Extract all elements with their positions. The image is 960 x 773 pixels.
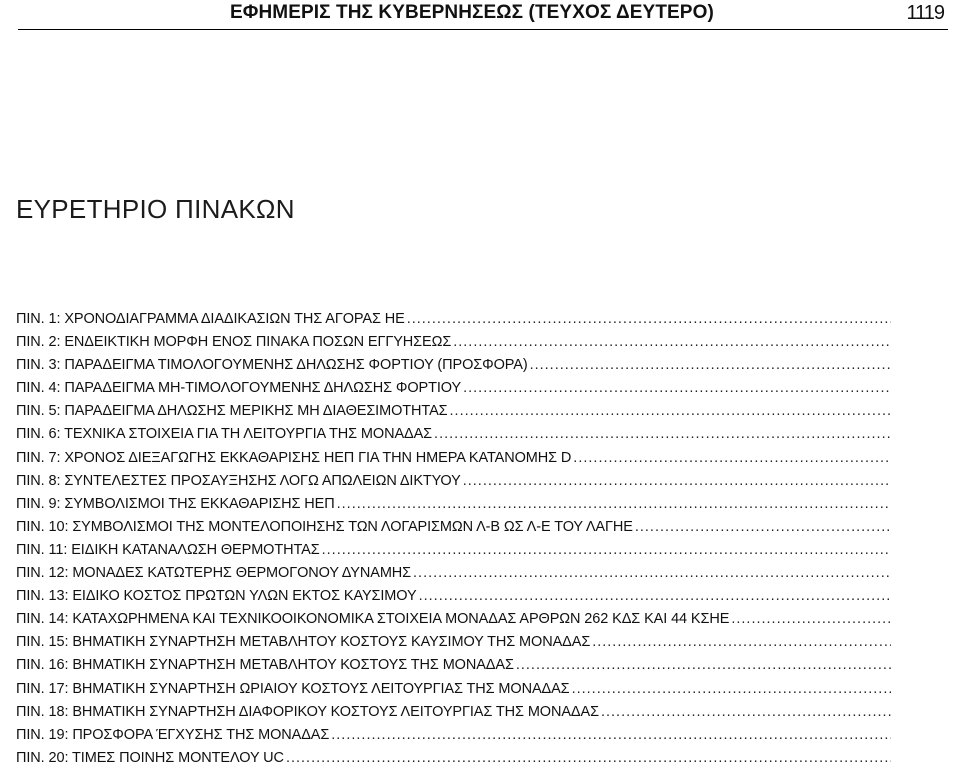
toc-entry[interactable] xyxy=(16,611,891,634)
dot-leader xyxy=(331,727,891,743)
dot-leader xyxy=(450,403,891,419)
toc-entry-label: ΠΙΝ. 1: ΧΡΟΝΟΔΙΑΓΡΑΜΜΑ ΔΙΑΔΙΚΑΣΙΩΝ ΤΗΣ ΑΓΟΡΑΣ ΗΕ xyxy=(16,311,405,327)
toc-entry-label: ΠΙΝ. 2: ΕΝΔΕΙΚΤΙΚΗ ΜΟΡΦΗ ΕΝΟΣ ΠΙΝΑΚΑ ΠΟΣΩΝ ΕΓΓΥΗΣΕΩΣ xyxy=(16,334,452,351)
toc-entry[interactable] xyxy=(16,380,891,403)
dot-leader xyxy=(601,704,891,720)
dot-leader xyxy=(592,634,891,650)
toc-entry-label: ΠΙΝ. 4: ΠΑΡΑΔΕΙΓΜΑ ΜΗ-ΤΙΜΟΛΟΓΟΥΜΕΝΗΣ ΔΗΛΩΣΗΣ ΦΟΡΤΙΟΥ xyxy=(16,380,462,397)
toc-entry-label: ΠΙΝ. 9: ΣΥΜΒΟΛΙΣΜΟΙ ΤΗΣ ΕΚΚΑΘΑΡΙΣΗΣ ΗΕΠ xyxy=(16,495,335,512)
toc-entry[interactable] xyxy=(16,473,891,496)
toc-entry-label: ΠΙΝ. 3: ΠΑΡΑΔΕΙΓΜΑ ΤΙΜΟΛΟΓΟΥΜΕΝΗΣ ΔΗΛΩΣΗΣ ΦΟΡΤΙΟΥ (ΠΡΟΣΦΟΡΑ) xyxy=(16,357,528,374)
toc-entry-label: ΠΙΝ. 12: ΜΟΝΑΔΕΣ ΚΑΤΩΤΕΡΗΣ ΘΕΡΜΟΓΟΝΟΥ ΔΥΝΑΜΗΣ xyxy=(16,565,412,582)
toc-entry-label: ΠΙΝ. 13: ΕΙΔΙΚΟ ΚΟΣΤΟΣ ΠΡΩΤΩΝ ΥΛΩΝ ΕΚΤΟΣ ΚΑΥΣΙΜΟΥ xyxy=(16,588,417,605)
toc-entry-label: ΠΙΝ. 7: ΧΡΟΝΟΣ ΔΙΕΞΑΓΩΓΗΣ ΕΚΚΑΘΑΡΙΣΗΣ ΗΕΠ ΓΙΑ ΤΗΝ ΗΜΕΡΑ ΚΑΤΑΝΟΜΗΣ D xyxy=(16,449,572,466)
toc-entry[interactable] xyxy=(16,588,891,611)
dot-leader xyxy=(573,450,891,466)
toc-entry-label: ΠΙΝ. 14: ΚΑΤΑΧΩΡΗΜΕΝΑ ΚΑΙ ΤΕΧΝΙΚΟΟΙΚΟΝΟΜΙΚΑ ΣΤΟΙΧΕΙΑ ΜΟΝΑΔΑΣ ΑΡΘΡΩΝ 262 ΚΔΣ ΚΑΙ 44 ΚΣΗΕ xyxy=(16,611,730,628)
dot-leader xyxy=(731,611,891,627)
toc-entry[interactable] xyxy=(16,542,891,565)
toc-entry[interactable] xyxy=(16,496,891,519)
dot-leader xyxy=(337,496,891,512)
toc-entry-label: ΠΙΝ. 17: ΒΗΜΑΤΙΚΗ ΣΥΝΑΡΤΗΣΗ ΩΡΙΑΙΟΥ ΚΟΣΤΟΥΣ ΛΕΙΤΟΥΡΓΙΑΣ ΤΗΣ ΜΟΝΑΔΑΣ xyxy=(16,680,570,697)
table-index-list xyxy=(16,311,891,773)
toc-entry-label: ΠΙΝ. 5: ΠΑΡΑΔΕΙΓΜΑ ΔΗΛΩΣΗΣ ΜΕΡΙΚΗΣ ΜΗ ΔΙΑΘΕΣΙΜΟΤΗΤΑΣ xyxy=(16,403,448,420)
toc-entry-label: ΠΙΝ. 15: ΒΗΜΑΤΙΚΗ ΣΥΝΑΡΤΗΣΗ ΜΕΤΑΒΛΗΤΟΥ ΚΟΣΤΟΥΣ ΚΑΥΣΙΜΟΥ ΤΗΣ ΜΟΝΑΔΑΣ xyxy=(16,634,591,651)
dot-leader xyxy=(463,473,891,489)
toc-entry-label: ΠΙΝ. 19: ΠΡΟΣΦΟΡΑ ΈΓΧΥΣΗΣ ΤΗΣ ΜΟΝΑΔΑΣ xyxy=(16,726,330,743)
dot-leader xyxy=(530,357,891,373)
toc-entry[interactable] xyxy=(16,750,891,773)
toc-entry-label: ΠΙΝ. 8: ΣΥΝΤΕΛΕΣΤΕΣ ΠΡΟΣΑΥΞΗΣΗΣ ΛΟΓΩ ΑΠΩΛΕΙΩΝ ΔΙΚΤΥΟΥ xyxy=(16,472,461,489)
dot-leader xyxy=(413,565,891,581)
toc-entry[interactable] xyxy=(16,681,891,704)
header-divider xyxy=(18,29,948,30)
page-header xyxy=(0,0,960,28)
toc-entry[interactable] xyxy=(16,657,891,680)
page-number: 1119 xyxy=(906,2,944,24)
toc-entry[interactable] xyxy=(16,311,891,334)
dot-leader xyxy=(453,334,891,350)
toc-entry[interactable] xyxy=(16,426,891,449)
dot-leader xyxy=(463,380,891,396)
dot-leader xyxy=(635,519,891,535)
toc-entry-label: ΠΙΝ. 20: ΤΙΜΕΣ ΠΟΙΝΗΣ ΜΟΝΤΕΛΟΥ UC xyxy=(16,749,284,766)
toc-entry[interactable] xyxy=(16,403,891,426)
toc-entry-label: ΠΙΝ. 11: ΕΙΔΙΚΗ ΚΑΤΑΝΑΛΩΣΗ ΘΕΡΜΟΤΗΤΑΣ xyxy=(16,541,320,558)
dot-leader xyxy=(572,681,891,697)
toc-entry-label: ΠΙΝ. 6: ΤΕΧΝΙΚΑ ΣΤΟΙΧΕΙΑ ΓΙΑ ΤΗ ΛΕΙΤΟΥΡΓΙΑ ΤΗΣ ΜΟΝΑΔΑΣ xyxy=(16,426,433,443)
toc-entry[interactable] xyxy=(16,334,891,357)
dot-leader xyxy=(419,588,891,604)
dot-leader xyxy=(322,542,891,558)
toc-entry-label: ΠΙΝ. 16: ΒΗΜΑΤΙΚΗ ΣΥΝΑΡΤΗΣΗ ΜΕΤΑΒΛΗΤΟΥ ΚΟΣΤΟΥΣ ΤΗΣ ΜΟΝΑΔΑΣ xyxy=(16,657,514,674)
toc-entry[interactable] xyxy=(16,519,891,542)
index-title: ΕΥΡΕΤΗΡΙΟ ΠΙΝΑΚΩΝ xyxy=(16,194,295,224)
toc-entry[interactable] xyxy=(16,450,891,473)
toc-entry-label: ΠΙΝ. 10: ΣΥΜΒΟΛΙΣΜΟΙ ΤΗΣ ΜΟΝΤΕΛΟΠΟΙΗΣΗΣ ΤΩΝ ΛΟΓΑΡΙΣΜΩΝ Λ-Β ΩΣ Λ-Ε ΤΟΥ ΛΑΓΗΕ xyxy=(16,518,633,535)
toc-entry[interactable] xyxy=(16,704,891,727)
toc-entry[interactable] xyxy=(16,357,891,380)
dot-leader xyxy=(286,750,891,766)
dot-leader xyxy=(434,426,891,442)
toc-entry-label: ΠΙΝ. 18: ΒΗΜΑΤΙΚΗ ΣΥΝΑΡΤΗΣΗ ΔΙΑΦΟΡΙΚΟΥ ΚΟΣΤΟΥΣ ΛΕΙΤΟΥΡΓΙΑΣ ΤΗΣ ΜΟΝΑΔΑΣ xyxy=(16,703,599,720)
toc-entry[interactable] xyxy=(16,565,891,588)
dot-leader xyxy=(516,657,891,673)
gazette-title: ΕΦΗΜΕΡΙΣ ΤΗΣ ΚΥΒΕΡΝΗΣΕΩΣ (ΤΕΥΧΟΣ ΔΕΥΤΕΡΟ) xyxy=(230,2,714,23)
dot-leader xyxy=(407,311,891,327)
toc-entry[interactable] xyxy=(16,634,891,657)
toc-entry[interactable] xyxy=(16,727,891,750)
